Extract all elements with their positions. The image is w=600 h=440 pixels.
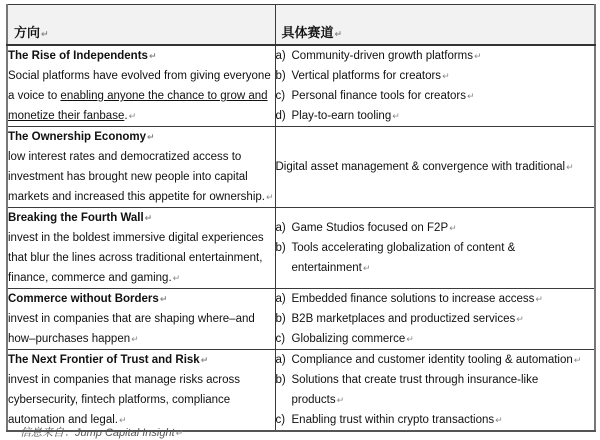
tracks-cell	[275, 127, 595, 208]
paragraph-mark-icon: ↵	[200, 355, 209, 365]
paragraph-mark-icon: ↵	[535, 294, 543, 304]
paragraph-mark-icon: ↵	[449, 223, 457, 233]
paragraph-mark-icon: ↵	[131, 334, 139, 344]
table-row	[7, 350, 595, 432]
direction-cell	[7, 127, 275, 208]
paragraph-mark-icon: ↵	[118, 415, 127, 425]
list-item: b) Tools accelerating globalization of content & entertainment↵	[275, 242, 516, 274]
list-item: a) Compliance and customer identity tooling & automation↵	[275, 354, 582, 366]
list-item: c) Enabling trust within crypto transactions↵	[275, 414, 503, 426]
paragraph-mark-icon: ↵	[392, 111, 400, 121]
list-item: a) Community-driven growth platforms↵	[275, 50, 482, 62]
direction-description: Social platforms have evolved from giving everyone a voice to enabling anyone the chance to grow and monetize their fanbase.↵	[8, 70, 271, 122]
list-item: a) Game Studios focused on F2P↵	[275, 222, 457, 234]
paragraph-mark-icon: ↵	[147, 132, 155, 142]
tracks-cell	[275, 289, 595, 350]
direction-description: low interest rates and democratized access to investment has brought new people into capital markets and increased this appetite for ownership.↵	[8, 151, 274, 203]
header-tracks-label: 具体赛道	[281, 25, 334, 40]
paragraph-mark-icon: ↵	[265, 192, 274, 202]
direction-title: Commerce without Borders↵	[8, 293, 168, 305]
header-tracks	[275, 5, 595, 46]
paragraph-mark-icon: ↵	[474, 51, 482, 61]
paragraph-mark-icon: ↵	[159, 294, 168, 304]
direction-title: The Ownership Economy↵	[8, 131, 155, 143]
tracks-cell	[275, 350, 595, 432]
paragraph-mark-icon: ↵	[442, 71, 450, 81]
header-direction-label: 方向	[14, 25, 41, 40]
paragraph-mark-icon: ↵	[41, 29, 49, 39]
paragraph-mark-icon: ↵	[573, 355, 582, 365]
tracks-cell	[275, 208, 595, 289]
underlined-phrase: enabling anyone the chance to grow and monetize their fanbase	[8, 90, 268, 122]
direction-cell	[7, 289, 275, 350]
paragraph-mark-icon: ↵	[467, 91, 475, 101]
direction-cell	[7, 208, 275, 289]
direction-description: invest in companies that are shaping where–and how–purchases happen↵	[8, 313, 255, 345]
list-item: b) B2B marketplaces and productized services↵	[275, 313, 524, 325]
paragraph-mark-icon: ↵	[334, 29, 343, 39]
paragraph-mark-icon: ↵	[175, 428, 184, 438]
list-item: c) Globalizing commerce↵	[275, 333, 414, 345]
paragraph-mark-icon: ↵	[128, 111, 137, 121]
direction-title: The Next Frontier of Trust and Risk↵	[8, 354, 209, 366]
direction-cell	[7, 350, 275, 432]
direction-title: Breaking the Fourth Wall↵	[8, 212, 153, 224]
direction-cell	[7, 45, 275, 127]
table-row	[7, 45, 595, 127]
track-text: Digital asset management & convergence with traditional	[275, 161, 566, 173]
paragraph-mark-icon: ↵	[566, 162, 574, 172]
paragraph-mark-icon: ↵	[362, 263, 371, 273]
source-caption: 信息来自：Jump Capital Insight↵	[20, 427, 184, 439]
paragraph-mark-icon: ↵	[144, 213, 153, 223]
table-row	[7, 289, 595, 350]
paragraph-mark-icon: ↵	[148, 51, 157, 61]
paragraph-mark-icon: ↵	[495, 415, 503, 425]
list-item: a) Embedded finance solutions to increase access↵	[275, 293, 543, 305]
direction-title: The Rise of Independents↵	[8, 50, 157, 62]
direction-description: invest in the boldest immersive digital experiences that blur the lines across traditional entertainment, finance, commerce and gaming.↵	[8, 232, 264, 284]
paragraph-mark-icon: ↵	[406, 334, 414, 344]
header-row	[7, 5, 595, 46]
list-item: b) Solutions that create trust through insurance-like products↵	[275, 374, 539, 406]
table-row	[7, 127, 595, 208]
header-direction	[7, 5, 275, 46]
list-item: d) Play-to-earn tooling↵	[275, 110, 400, 122]
list-item: b) Vertical platforms for creators↵	[275, 70, 450, 82]
tracks-cell	[275, 45, 595, 127]
paragraph-mark-icon: ↵	[172, 273, 181, 283]
table-row	[7, 208, 595, 289]
paragraph-mark-icon: ↵	[516, 314, 524, 324]
list-item: c) Personal finance tools for creators↵	[275, 90, 475, 102]
paragraph-mark-icon: ↵	[336, 395, 345, 405]
direction-description: invest in companies that manage risks across cybersecurity, fintech platforms, compliance automation and legal.↵	[8, 374, 241, 426]
investment-directions-table	[6, 4, 596, 432]
